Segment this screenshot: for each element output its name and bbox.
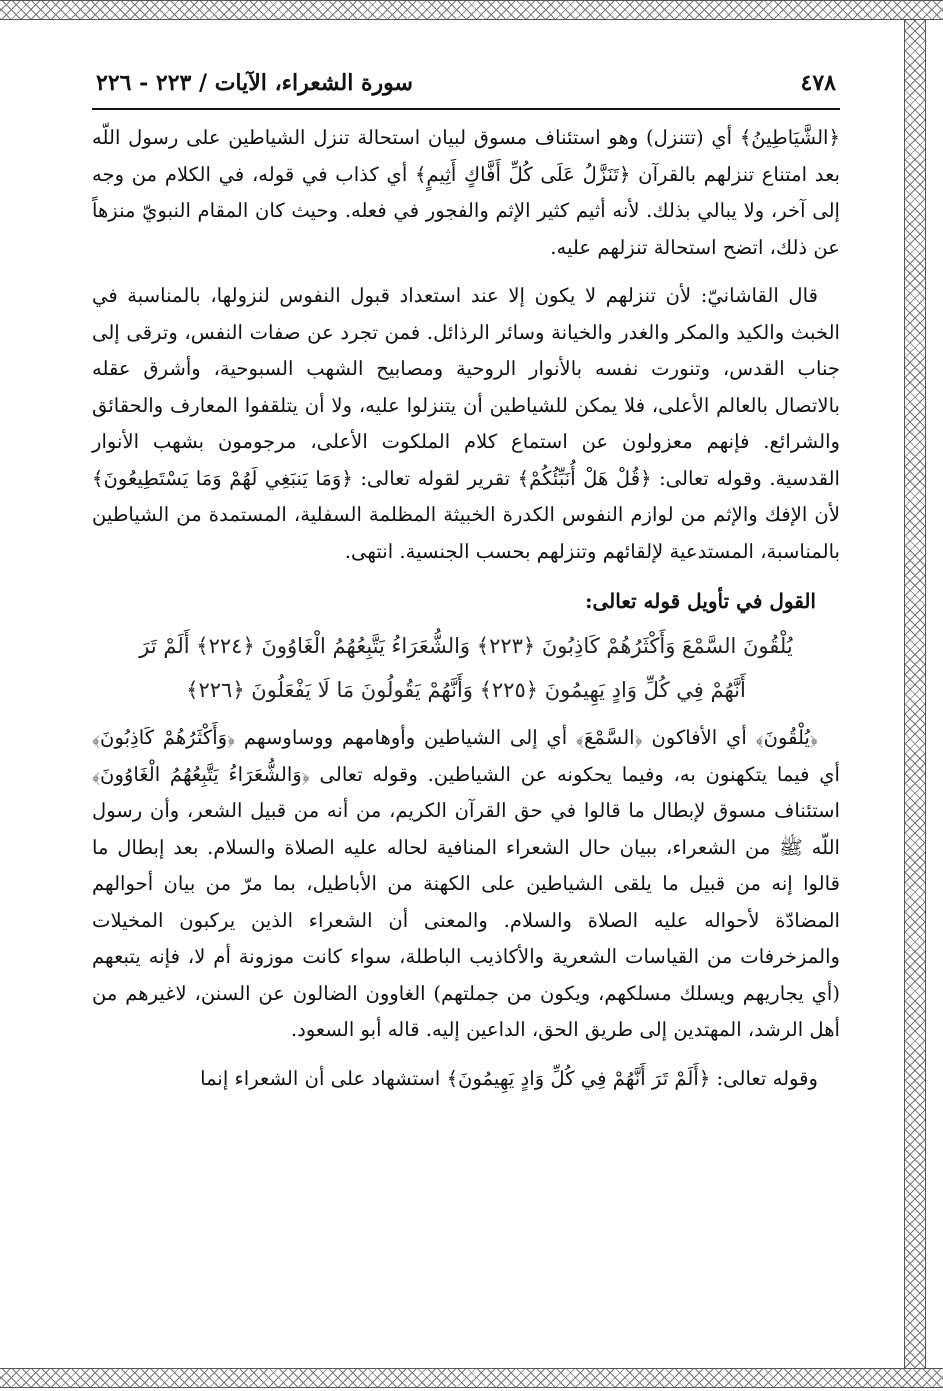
decorative-border-bottom [0, 1368, 943, 1388]
body-text [92, 120, 840, 1097]
paragraph-4: وقوله تعالى: ﴿أَلَمْ تَرَ أَنَّهُمْ فِي كُلِّ وَادٍ يَهِيمُونَ﴾ استشهاد على أن الشعراء إنما [200, 1066, 818, 1090]
running-header [92, 70, 840, 110]
paragraph-1: ﴿الشَّيَاطِينُ﴾ أي (تتنزل) وهو استئناف مسوق لبيان استحالة تنزل الشياطين على رسول اللّه بعد امتناع تنزلهم بالقرآن ﴿تَنَزَّلُ عَلَى كُلِّ أَفَّاكٍ أَثِيمٍ﴾ أي كذاب في قوله، في الكلام من وجه إلى آخر، ولا يبالي بذلك. لأنه أثيم كثير الإثم والفجور في فعله. وحيث كان المقام النبويّ منزهاً عن ذلك، اتضح استحالة تنزلهم عليه. [92, 126, 840, 259]
verse-line-2: أَنَّهُمْ فِي كُلِّ وَادٍ يَهِيمُونَ ﴿٢٢٥﴾ وَأَنَّهُمْ يَقُولُونَ مَا لَا يَفْعَلُونَ ﴿٢٢٦﴾ [186, 678, 746, 702]
decorative-border-top [0, 0, 943, 20]
page-content [92, 70, 840, 1109]
paragraph-3: ﴿يُلْقُونَ﴾ أي الأفاكون ﴿السَّمْعَ﴾ أي إلى الشياطين وأوهامهم ووساوسهم ﴿وَأَكْثَرُهُمْ كَاذِبُونَ﴾ أي فيما يتكهنون به، وفيما يحكونه عن الشياطين. وقوله تعالى ﴿وَالشُّعَرَاءُ يَتَّبِعُهُمُ الْغَاوُونَ﴾ استئناف مسوق لإبطال ما قالوا في حق القرآن الكريم، من أنه من قبيل الشعر، وأن رسول اللّه ﷺ من الشعراء، ببيان حال الشعراء المنافية لحاله عليه الصلاة والسلام. بعد إبطال ما قالوا إنه من قبيل ما يلقى الشياطين على الكهنة من الأباطيل، بما مرّ من بيان أحوالهم المضادّة لأحواله عليه الصلاة والسلام. والمعنى أن الشعراء الذين يركبون المخيلات والمزخرفات من القياسات الشعرية والأكاذيب الباطلة، سواء كانت موزونة أم لا، فإنه يتبعهم (أي يجاريهم ويسلك مسلكهم، ويكون من جملتهم) الغاوون الضالون عن السنن، لاغيرهم من أهل الرشد، المهتدين إلى طريق الحق، الداعين إليه. قاله أبو السعود. [92, 726, 840, 1041]
verse-line-1: يُلْقُونَ السَّمْعَ وَأَكْثَرُهُمْ كَاذِبُونَ ﴿٢٢٣﴾ وَالشُّعَرَاءُ يَتَّبِعُهُمُ الْغَاوُونَ ﴿٢٢٤﴾ أَلَمْ تَرَ [139, 634, 793, 658]
section-heading: القول في تأويل قوله تعالى: [585, 589, 816, 613]
page-number: ٤٧٨ [800, 70, 836, 96]
paragraph-2: قال القاشانيّ: لأن تنزلهم لا يكون إلا عند استعداد قبول النفوس لنزولها، بالمناسبة في الخبث والكيد والمكر والغدر والخيانة وسائر الرذائل. فمن تجرد عن صفات النفس، وترقى إلى جناب القدس، وتنورت نفسه بالأنوار الروحية ومصابيح الشهب السبوحية، وأشرق عقله بالاتصال بالعالم الأعلى، فلا يمكن للشياطين أن يتنزلوا عليه، ولا أن يتلقفوا المعارف والحقائق والشرائع. فإنهم معزولون عن استماع كلام الملكوت الأعلى، مرجومون بشهب الأنوار القدسية. وقوله تعالى: ﴿قُلْ هَلْ أُنَبِّئُكُمْ﴾ تقرير لقوله تعالى: ﴿وَمَا يَنبَغِي لَهُمْ وَمَا يَسْتَطِيعُونَ﴾ لأن الإفك والإثم من لوازم النفوس الكدرة الخبيثة المظلمة السفلية، المستمدة من الشياطين بالمناسبة، المستدعية لإلقائهم وتنزلهم بحسب الجنسية. انتهى. [92, 284, 840, 563]
decorative-border-right [904, 20, 926, 1368]
header-title: سورة الشعراء، الآيات / ٢٢٣ - ٢٢٦ [96, 70, 413, 96]
quran-verse-block [92, 624, 840, 712]
